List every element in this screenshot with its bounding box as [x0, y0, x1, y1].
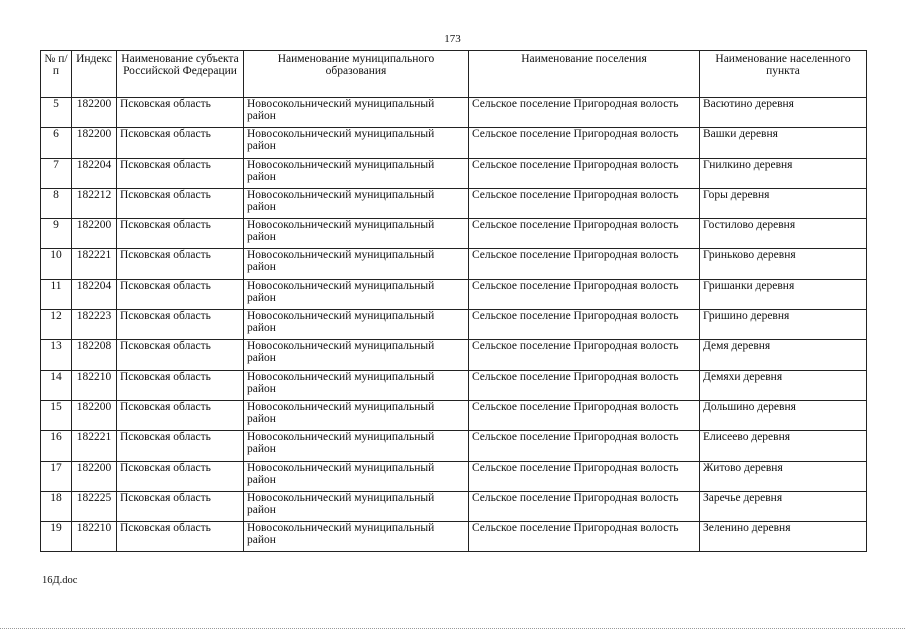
table-row [41, 158, 867, 188]
row-number: 7 [41, 158, 72, 188]
municipality-name: Новосокольнический муниципальный район [244, 128, 469, 158]
row-number: 5 [41, 98, 72, 128]
postal-index: 182208 [72, 340, 117, 370]
table-header-row [41, 51, 867, 98]
municipality-name: Новосокольнический муниципальный район [244, 158, 469, 188]
row-number: 11 [41, 279, 72, 309]
municipality-name: Новосокольнический муниципальный район [244, 219, 469, 249]
table-row [41, 431, 867, 461]
row-number: 10 [41, 249, 72, 279]
region-name: Псковская область [117, 491, 244, 521]
region-name: Псковская область [117, 98, 244, 128]
table-body [41, 98, 867, 552]
row-number: 14 [41, 370, 72, 400]
postal-index: 182200 [72, 219, 117, 249]
municipality-name: Новосокольнический муниципальный район [244, 491, 469, 521]
municipality-name: Новосокольнический муниципальный район [244, 249, 469, 279]
region-name: Псковская область [117, 249, 244, 279]
settlement-name: Сельское поселение Пригородная волость [469, 461, 700, 491]
settlement-name: Сельское поселение Пригородная волость [469, 219, 700, 249]
row-number: 17 [41, 461, 72, 491]
municipality-name: Новосокольнический муниципальный район [244, 340, 469, 370]
municipality-name: Новосокольнический муниципальный район [244, 522, 469, 552]
locality-name: Дольшино деревня [700, 400, 867, 430]
settlement-name: Сельское поселение Пригородная волость [469, 310, 700, 340]
settlement-name: Сельское поселение Пригородная волость [469, 431, 700, 461]
municipality-name: Новосокольнический муниципальный район [244, 188, 469, 218]
postal-index: 182200 [72, 98, 117, 128]
postal-index: 182221 [72, 249, 117, 279]
locality-name: Гришанки деревня [700, 279, 867, 309]
scan-edge-divider [0, 628, 905, 629]
municipality-name: Новосокольнический муниципальный район [244, 431, 469, 461]
header-locality: Наименование населенного пункта [700, 51, 867, 98]
municipality-name: Новосокольнический муниципальный район [244, 310, 469, 340]
settlement-name: Сельское поселение Пригородная волость [469, 249, 700, 279]
locality-name: Гришино деревня [700, 310, 867, 340]
table-row [41, 128, 867, 158]
localities-table [40, 50, 867, 552]
locality-name: Вашки деревня [700, 128, 867, 158]
header-settlement: Наименование поселения [469, 51, 700, 98]
table-row [41, 491, 867, 521]
settlement-name: Сельское поселение Пригородная волость [469, 128, 700, 158]
municipality-name: Новосокольнический муниципальный район [244, 370, 469, 400]
region-name: Псковская область [117, 522, 244, 552]
row-number: 19 [41, 522, 72, 552]
row-number: 16 [41, 431, 72, 461]
region-name: Псковская область [117, 310, 244, 340]
settlement-name: Сельское поселение Пригородная волость [469, 400, 700, 430]
postal-index: 182204 [72, 279, 117, 309]
settlement-name: Сельское поселение Пригородная волость [469, 188, 700, 218]
region-name: Псковская область [117, 158, 244, 188]
settlement-name: Сельское поселение Пригородная волость [469, 158, 700, 188]
postal-index: 182200 [72, 128, 117, 158]
locality-name: Гриньково деревня [700, 249, 867, 279]
region-name: Псковская область [117, 279, 244, 309]
locality-name: Демя деревня [700, 340, 867, 370]
region-name: Псковская область [117, 219, 244, 249]
table-row [41, 370, 867, 400]
municipality-name: Новосокольнический муниципальный район [244, 400, 469, 430]
row-number: 12 [41, 310, 72, 340]
settlement-name: Сельское поселение Пригородная волость [469, 340, 700, 370]
municipality-name: Новосокольнический муниципальный район [244, 461, 469, 491]
settlement-name: Сельское поселение Пригородная волость [469, 370, 700, 400]
region-name: Псковская область [117, 128, 244, 158]
header-municipality: Наименование муниципального образования [244, 51, 469, 98]
row-number: 8 [41, 188, 72, 218]
table-row [41, 249, 867, 279]
row-number: 18 [41, 491, 72, 521]
region-name: Псковская область [117, 188, 244, 218]
header-index: Индекс [72, 51, 117, 98]
postal-index: 182200 [72, 400, 117, 430]
table-row [41, 279, 867, 309]
table-row [41, 98, 867, 128]
file-label: 16Д.doc [42, 575, 78, 586]
postal-index: 182210 [72, 370, 117, 400]
header-number: № п/п [41, 51, 72, 98]
locality-name: Заречье деревня [700, 491, 867, 521]
row-number: 6 [41, 128, 72, 158]
postal-index: 182204 [72, 158, 117, 188]
locality-name: Демяхи деревня [700, 370, 867, 400]
page-number: 173 [444, 33, 461, 45]
municipality-name: Новосокольнический муниципальный район [244, 98, 469, 128]
locality-name: Васютино деревня [700, 98, 867, 128]
region-name: Псковская область [117, 461, 244, 491]
table-row [41, 188, 867, 218]
region-name: Псковская область [117, 400, 244, 430]
locality-name: Горы деревня [700, 188, 867, 218]
postal-index: 182210 [72, 522, 117, 552]
settlement-name: Сельское поселение Пригородная волость [469, 98, 700, 128]
table-row [41, 219, 867, 249]
settlement-name: Сельское поселение Пригородная волость [469, 491, 700, 521]
table-row [41, 400, 867, 430]
locality-name: Гостилово деревня [700, 219, 867, 249]
municipality-name: Новосокольнический муниципальный район [244, 279, 469, 309]
postal-index: 182221 [72, 431, 117, 461]
table-row [41, 522, 867, 552]
settlement-name: Сельское поселение Пригородная волость [469, 279, 700, 309]
row-number: 15 [41, 400, 72, 430]
locality-name: Елисеево деревня [700, 431, 867, 461]
table-row [41, 340, 867, 370]
row-number: 9 [41, 219, 72, 249]
postal-index: 182225 [72, 491, 117, 521]
postal-index: 182200 [72, 461, 117, 491]
header-region: Наименование субъекта Российской Федерации [117, 51, 244, 98]
postal-index: 182223 [72, 310, 117, 340]
region-name: Псковская область [117, 370, 244, 400]
region-name: Псковская область [117, 431, 244, 461]
row-number: 13 [41, 340, 72, 370]
locality-name: Житово деревня [700, 461, 867, 491]
table-row [41, 461, 867, 491]
locality-name: Зеленино деревня [700, 522, 867, 552]
region-name: Псковская область [117, 340, 244, 370]
table-row [41, 310, 867, 340]
settlement-name: Сельское поселение Пригородная волость [469, 522, 700, 552]
locality-name: Гнилкино деревня [700, 158, 867, 188]
postal-index: 182212 [72, 188, 117, 218]
